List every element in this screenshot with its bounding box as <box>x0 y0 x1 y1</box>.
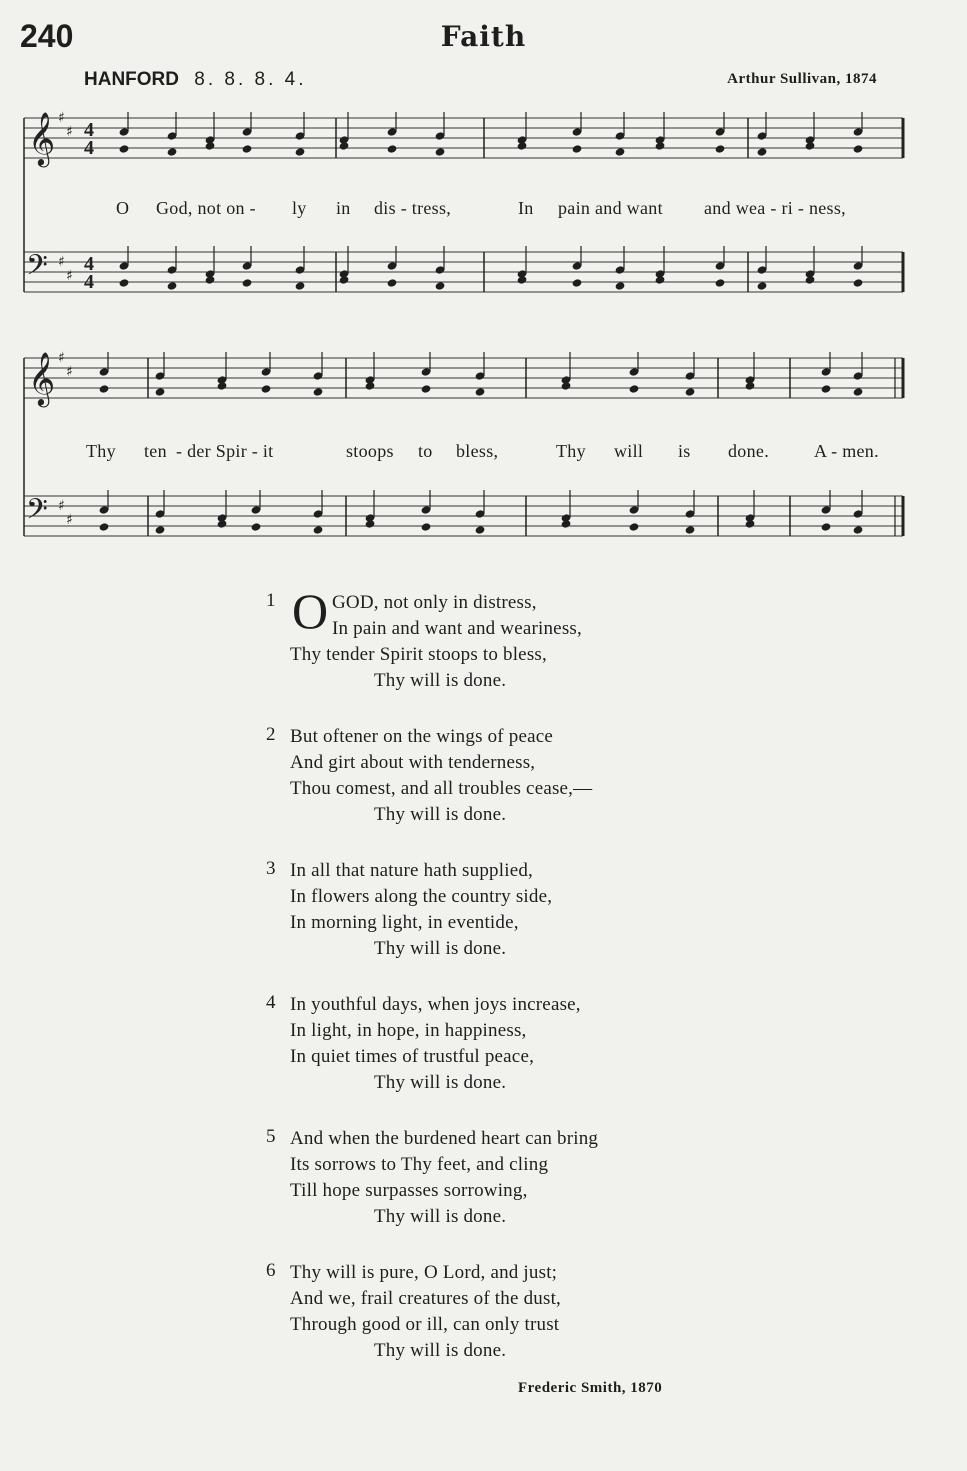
composer: Arthur Sullivan, 1874 <box>727 71 877 87</box>
lyric-syllable: In <box>518 198 534 218</box>
note-head <box>757 281 768 291</box>
sharp-icon: ♯ <box>66 364 73 380</box>
note-head <box>217 519 228 529</box>
verse-refrain: Thy will is done. <box>374 1206 507 1227</box>
note-head <box>572 278 583 288</box>
lyric-syllable: dis - tress, <box>374 198 452 218</box>
note-head <box>655 275 666 285</box>
note-head <box>205 141 216 151</box>
note-head <box>242 144 253 154</box>
note-head <box>167 147 178 157</box>
note-head <box>242 278 253 288</box>
note-head <box>821 384 832 394</box>
note-head <box>715 278 726 288</box>
sharp-icon: ♯ <box>66 124 73 140</box>
verse-refrain: Thy will is done. <box>374 938 507 959</box>
section-title: Faith <box>440 20 527 53</box>
music-score <box>0 0 967 580</box>
verse-refrain: Thy will is done. <box>374 1340 507 1361</box>
verse <box>262 1260 742 1364</box>
sharp-icon: ♯ <box>66 268 73 284</box>
verse-number: 1 <box>266 590 276 611</box>
verse-line: Till hope surpasses sorrowing, <box>290 1180 528 1201</box>
note-head <box>339 275 350 285</box>
text-author: Frederic Smith, 1870 <box>518 1380 663 1396</box>
verse <box>262 724 742 828</box>
sharp-icon: ♯ <box>66 512 73 528</box>
note-head <box>261 384 272 394</box>
bass-clef-icon: 𝄢 <box>26 493 48 533</box>
note-head <box>387 278 398 288</box>
verse <box>262 583 742 694</box>
lyric-syllable: God, not on - <box>156 198 256 218</box>
note-head <box>313 387 324 397</box>
note-head <box>99 522 110 532</box>
meter: 8. 8. 8. 4. <box>194 69 307 90</box>
lyric-syllable: in <box>336 198 351 218</box>
hymn-verses <box>262 583 742 1394</box>
lyric-syllable: is <box>678 441 691 461</box>
note-head <box>853 525 864 535</box>
note-head <box>615 281 626 291</box>
time-signature: 4 <box>84 253 94 275</box>
note-head <box>745 381 756 391</box>
time-signature: 4 <box>84 119 94 141</box>
note-head <box>572 144 583 154</box>
verse-line: In morning light, in eventide, <box>290 912 519 933</box>
lyric-syllable: ly <box>292 198 307 218</box>
note-head <box>615 147 626 157</box>
verse-line: In quiet times of trustful peace, <box>290 1046 535 1067</box>
lyric-syllable: O <box>116 198 130 218</box>
verse-line: In youthful days, when joys increase, <box>290 994 581 1015</box>
verse-number: 3 <box>266 858 276 879</box>
lyric-syllable: A - men. <box>814 441 879 461</box>
sharp-icon: ♯ <box>58 350 65 366</box>
note-head <box>421 384 432 394</box>
lyric-syllable: bless, <box>456 441 499 461</box>
note-head <box>685 387 696 397</box>
note-head <box>561 381 572 391</box>
verse <box>262 858 742 962</box>
verse-number: 6 <box>266 1260 276 1281</box>
note-head <box>155 387 166 397</box>
lyric-syllable: and wea - ri - ness, <box>704 198 846 218</box>
note-head <box>99 384 110 394</box>
verse-refrain: Thy will is done. <box>374 804 507 825</box>
lyric-syllable: done. <box>728 441 769 461</box>
note-head <box>421 522 432 532</box>
verse-line: And when the burdened heart can bring <box>290 1128 599 1149</box>
note-head <box>757 147 768 157</box>
verse-line: Thy tender Spirit stoops to bless, <box>290 644 547 665</box>
verse-number: 2 <box>266 724 276 745</box>
note-head <box>155 525 166 535</box>
note-head <box>217 381 228 391</box>
lyric-syllable: to <box>418 441 433 461</box>
verse-line: Its sorrows to Thy feet, and cling <box>290 1154 549 1175</box>
lyric-syllable: - der Spir - it <box>176 441 274 461</box>
note-head <box>715 144 726 154</box>
note-head <box>435 281 446 291</box>
note-head <box>365 381 376 391</box>
note-head <box>561 519 572 529</box>
note-head <box>805 141 816 151</box>
time-signature: 4 <box>84 271 94 293</box>
verse <box>262 992 742 1096</box>
note-head <box>119 278 130 288</box>
verse-line: In all that nature hath supplied, <box>290 860 533 881</box>
note-head <box>251 522 262 532</box>
verse-line-text: GOD, not only in distress, <box>332 592 537 613</box>
verse <box>262 1126 742 1230</box>
sharp-icon: ♯ <box>58 110 65 126</box>
verse-line: Thou comest, and all troubles cease,— <box>290 778 593 799</box>
lyric-syllable: will <box>614 441 644 461</box>
note-head <box>205 275 216 285</box>
treble-clef-icon: 𝄞 <box>28 111 56 165</box>
tune-name: HANFORD <box>84 69 179 90</box>
lyric-syllable: pain and want <box>558 198 663 218</box>
lyric-syllable: ten <box>144 441 167 461</box>
time-signature: 4 <box>84 137 94 159</box>
note-head <box>295 281 306 291</box>
note-head <box>167 281 178 291</box>
note-head <box>655 141 666 151</box>
verse-number: 5 <box>266 1126 276 1147</box>
lyric-syllable: Thy <box>86 441 116 461</box>
note-head <box>435 147 446 157</box>
verse-line: In flowers along the country side, <box>290 886 553 907</box>
note-head <box>685 525 696 535</box>
note-head <box>295 147 306 157</box>
verse-refrain: Thy will is done. <box>374 670 507 691</box>
sharp-icon: ♯ <box>58 498 65 514</box>
note-head <box>313 525 324 535</box>
lyric-syllable: stoops <box>346 441 394 461</box>
note-head <box>745 519 756 529</box>
note-head <box>629 522 640 532</box>
verse-line: But oftener on the wings of peace <box>290 726 554 747</box>
verse-line: In pain and want and weariness, <box>332 618 582 639</box>
note-head <box>387 144 398 154</box>
note-head <box>853 278 864 288</box>
note-head <box>517 275 528 285</box>
note-head <box>475 525 486 535</box>
note-head <box>821 522 832 532</box>
verse-number: 4 <box>266 992 276 1013</box>
verse-line: Through good or ill, can only trust <box>290 1314 560 1335</box>
note-head <box>475 387 486 397</box>
note-head <box>339 141 350 151</box>
verse-line: And girt about with tenderness, <box>290 752 536 773</box>
verse-line: And we, frail creatures of the dust, <box>290 1288 561 1309</box>
note-head <box>853 144 864 154</box>
verse-refrain: Thy will is done. <box>374 1072 507 1093</box>
note-head <box>629 384 640 394</box>
note-head <box>517 141 528 151</box>
lyric-syllable: Thy <box>556 441 586 461</box>
bass-clef-icon: 𝄢 <box>26 249 48 289</box>
treble-clef-icon: 𝄞 <box>28 351 56 405</box>
sharp-icon: ♯ <box>58 254 65 270</box>
note-head <box>119 144 130 154</box>
page-number: 240 <box>20 18 74 54</box>
verse-line: In light, in hope, in happiness, <box>290 1020 527 1041</box>
note-head <box>365 519 376 529</box>
note-head <box>805 275 816 285</box>
verse-line: Thy will is pure, O Lord, and just; <box>290 1262 558 1283</box>
drop-cap: O <box>292 583 329 639</box>
note-head <box>853 387 864 397</box>
